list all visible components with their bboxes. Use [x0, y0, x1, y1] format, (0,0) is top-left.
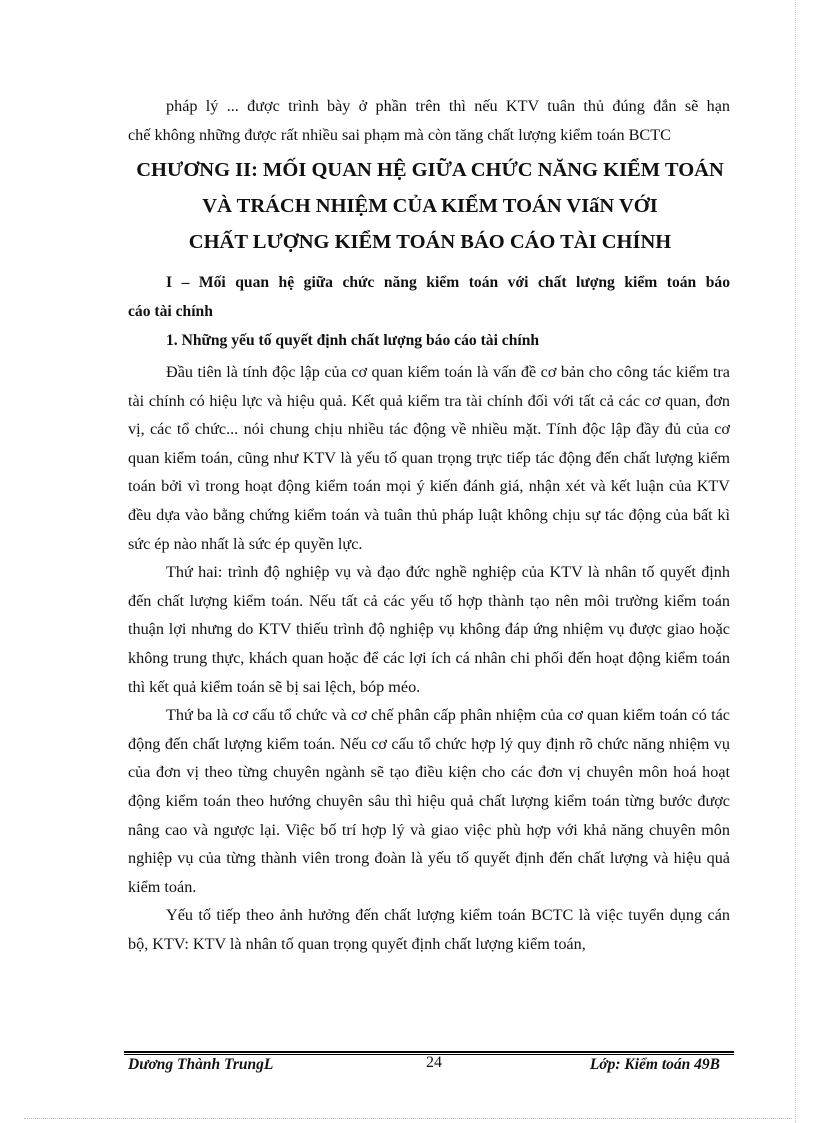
section-heading-line-1: I – Mối quan hệ giữa chức năng kiểm toán với chất lượng kiểm toán báo [166, 274, 730, 291]
intro-line-2: chế không những được rất nhiều sai phạm mà còn tăng chất lượng kiểm toán BCTC [128, 125, 671, 144]
intro-paragraph [128, 92, 730, 149]
chapter-title-line-2: VÀ TRÁCH NHIỆM CỦA KIỂM TOÁN VIấN VỚI [202, 195, 658, 217]
subsection-heading: 1. Những yếu tố quyết định chất lượng báo cáo tài chính [166, 332, 540, 349]
intro-line-1: pháp lý ... được trình bày ở phần trên thì nếu KTV tuân thủ đúng đắn sẽ hạn [166, 97, 730, 115]
page-edge-bottom [24, 1118, 792, 1119]
chapter-title-line-1: CHƯƠNG II: MỐI QUAN HỆ GIỮA CHỨC NĂNG KIỂM TOÁN [136, 159, 724, 181]
section-heading [128, 269, 730, 326]
footer-divider [124, 1051, 734, 1053]
paragraph-3: Thứ ba là cơ cấu tổ chức và cơ chế phân cấp phân nhiệm của cơ quan kiểm toán có tác động đến chất lượng kiểm toán. Nếu cơ cấu tổ chức hợp lý quy định rõ chức năng nhiệm vụ của đơn vị theo từng chuyên ngành sẽ tạo điều kiện cho các đơn vị chuyên môn hoá hoạt động kiểm toán theo hướng chuyên sâu thì hiệu quả chất lượng kiểm toán từng bước được nâng cao và ngược lại. Việc bố trí hợp lý và giao việc phù hợp với khả năng chuyên môn nghiệp vụ của từng thành viên trong đoàn là yếu tố quyết định đến chất lượng và hiệu quả kiểm toán. [128, 706, 730, 896]
footer-class-label: Lớp: Kiểm toán 49B [589, 1056, 720, 1073]
chapter-title [100, 152, 760, 260]
chapter-title-line-3: CHẤT LƯỢNG KIỂM TOÁN BÁO CÁO TÀI CHÍNH [188, 231, 672, 253]
footer-page-number: 24 [426, 1054, 442, 1071]
paragraph-2: Thứ hai: trình độ nghiệp vụ và đạo đức nghề nghiệp của KTV là nhân tố quyết định đến chất lượng kiểm toán. Nếu tất cả các yếu tố hợp thành tạo nên môi trường kiểm toán thuận lợi nhưng do KTV thiếu trình độ nghiệp vụ không đáp ứng nhiệm vụ được giao hoặc không trung thực, khách quan hoặc để các lợi ích cá nhân chi phối đến hoạt động kiểm toán thì kết quả kiểm toán sẽ bị sai lệch, bóp méo. [128, 563, 730, 696]
page-edge-right [795, 0, 796, 1123]
footer-author: Dương Thành TrungL [128, 1056, 274, 1073]
paragraph-4: Yếu tố tiếp theo ảnh hưởng đến chất lượng kiểm toán BCTC là việc tuyển dụng cán bộ, KTV: KTV là nhân tố quan trọng quyết định chất lượng kiểm toán, [128, 906, 730, 953]
body-paragraphs [128, 358, 730, 958]
section-heading-line-2: cáo tài chính [128, 302, 213, 320]
paragraph-1: Đầu tiên là tính độc lập của cơ quan kiểm toán là vấn đề cơ bản cho công tác kiểm tra tài chính có hiệu lực và hiệu quả. Kết quả kiểm tra tài chính đối với tất cả các cơ quan, đơn vị, các tổ chức... nói chung chịu nhiều tác động về nhiều mặt. Tính độc lập đầy đủ của cơ quan kiểm toán, cũng như KTV là yếu tố quan trọng trực tiếp tác động đến chất lượng kiểm toán bởi vì trong hoạt động kiểm toán mọi ý kiến đánh giá, nhận xét và kết luận của KTV đều dựa vào bằng chứng kiểm toán và tuân thủ pháp luật không chịu sự tác động của bất kì sức ép nào nhất là sức ép quyền lực. [128, 363, 730, 553]
